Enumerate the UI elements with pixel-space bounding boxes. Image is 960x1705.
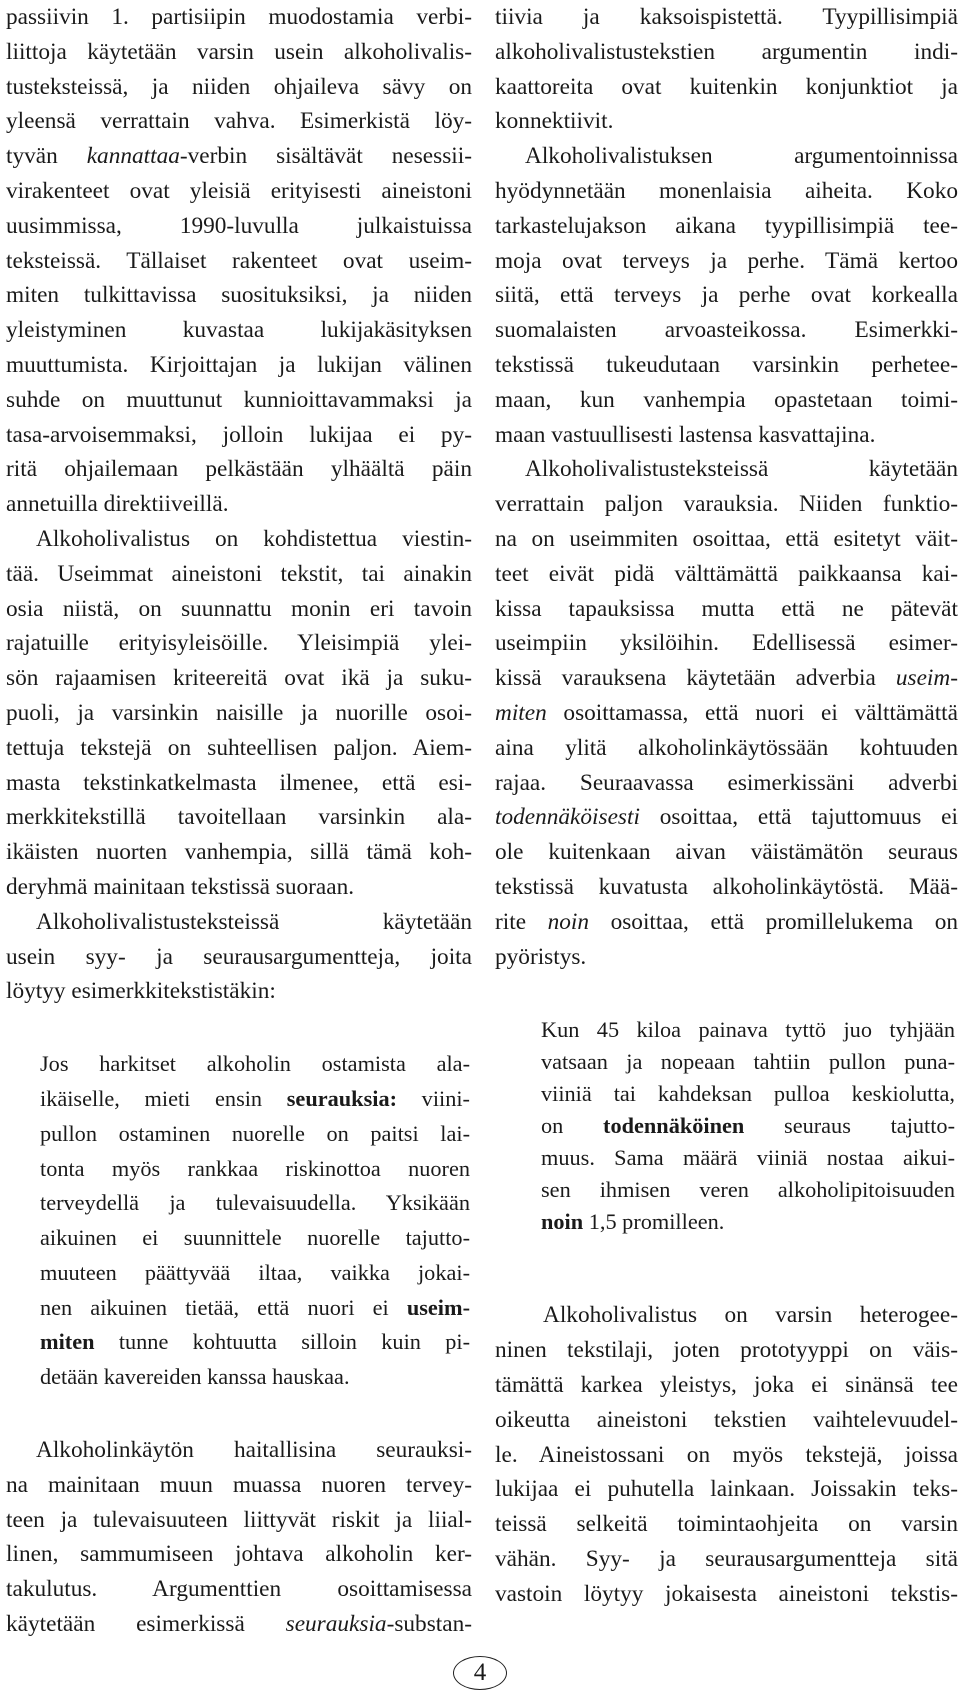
text-line: merkkitekstillä tavoitellaan varsinkin ala-: [6, 804, 472, 831]
text-line: useimpiin yksilöihin. Edellisessä esimer-: [495, 630, 958, 657]
text-line: vatsaan ja nopeaan tahtiin pullon puna-: [541, 1049, 955, 1075]
text-line: Alkoholivalistusteksteissä käytetään: [525, 456, 958, 483]
text-line: puoli, ja varsinkin naisille ja nuorille osoi-: [6, 699, 472, 726]
text-line: deryhmä mainitaan tekstissä suoraan.: [6, 873, 355, 900]
left-para-4: [6, 1433, 472, 1642]
text-line: suhde on muuttunut kunnioittavammaksi ja: [6, 386, 472, 413]
text-line: detään kavereiden kanssa hauskaa.: [40, 1364, 350, 1390]
text-line: siitä, että terveys ja perhe ovat korkealla: [495, 282, 958, 309]
text-line: tämättä karkea yleistys, joka ei sinänsä tee: [495, 1371, 958, 1398]
text-line: muus. Sama määrä viiniä nostaa aikui-: [541, 1145, 955, 1171]
text-line: noin 1,5 promilleen.: [541, 1209, 725, 1235]
text-line: muuttumista. Kirjoittajan ja lukijan välinen: [6, 351, 472, 378]
text-line: na on useimmiten osoittaa, että esitetyt väit-: [495, 525, 958, 552]
text-line: ole kuitenkaan aivan väistämätön seuraus: [495, 839, 958, 866]
text-line: Alkoholivalistus on kohdistettua viestin-: [36, 525, 472, 552]
text-line: miten tulkittavissa suosituksiksi, ja niiden: [6, 282, 472, 309]
left-para-2-cont: [6, 557, 472, 905]
text-line: ikäisten nuorten vanhempia, sillä tämä koh-: [6, 839, 472, 866]
text-line: maan vastuullisesti lastensa kasvattajina.: [495, 421, 876, 448]
text-line: passiivin 1. partisiipin muodostamia verbi-: [6, 4, 472, 30]
text-line: tyvän kannattaa-verbin sisältävät nesessii-: [6, 143, 472, 170]
text-line: tiivia ja kaksoispistettä. Tyypillisimpiä: [495, 4, 958, 30]
text-line: aikuinen ei suunnittele nuorelle tajutto-: [40, 1225, 470, 1251]
text-line: kissa tapauksissa mutta että ne pätevät: [495, 595, 958, 622]
left-example-block: [6, 1047, 472, 1395]
right-para-2: [495, 139, 958, 452]
right-para-3: [495, 452, 958, 974]
text-line: käytetään esimerkissä seurauksia-substan-: [6, 1611, 472, 1638]
text-line: Kun 45 kiloa painava tyttö juo tyhjään: [541, 1017, 955, 1043]
text-line: Alkoholivalistuksen argumentoinnissa: [525, 143, 958, 170]
text-line: kissä varauksena käytetään adverbia useim-: [495, 665, 958, 692]
text-line: nen aikuinen tietää, että nuori ei useim-: [40, 1294, 470, 1320]
text-line: pyöristys.: [495, 943, 587, 970]
text-line: teksteissä. Tällaiset rakenteet ovat useim-: [6, 247, 472, 274]
text-line: kaattoreita ovat kuitenkin konjunktiot ja: [495, 73, 958, 100]
text-line: rajatuille erityisyleisöille. Yleisimpiä ylei-: [6, 630, 472, 657]
text-line: tonta myös rankkaa riskinottoa nuoren: [40, 1155, 470, 1181]
text-line: tettuja tekstejä on suhteellisen paljon. Aiem-: [6, 734, 472, 761]
text-line: tekstissä kuvatusta alkoholinkäytöstä. Mää-: [495, 873, 958, 900]
text-line: osia niistä, on suunnattu monin eri tavoin: [6, 595, 472, 622]
text-line: löytyy esimerkkitekstistäkin:: [6, 978, 276, 1005]
text-line: liittoja käytetään varsin usein alkoholivalis-: [6, 38, 472, 65]
text-line: annetuilla direktiiveillä.: [6, 491, 229, 518]
left-para-1: [6, 0, 472, 522]
text-line: sön rajaamisen kriteereitä ovat ikä ja suku-: [6, 665, 472, 692]
text-line: muuteen päättyvää iltaa, vaikka jokai-: [40, 1259, 470, 1285]
text-line: ninen tekstilaji, joten prototyyppi on väis-: [495, 1337, 958, 1364]
text-line: tekstissä tukeudutaan varsinkin perhetee-: [495, 351, 958, 378]
text-line: lukijaa ei puhutella lainkaan. Joissakin teks-: [495, 1476, 958, 1503]
right-para-1: [495, 0, 958, 139]
text-line: hyödynnetään monenlaisia aiheita. Koko: [495, 177, 958, 204]
text-line: pullon ostaminen nuorelle on paitsi lai-: [40, 1120, 470, 1146]
text-line: aina ylitä alkoholinkäytössään kohtuuden: [495, 734, 958, 761]
page-footer: [0, 1656, 960, 1690]
text-line: sen ihmisen veren alkoholipitoisuuden: [541, 1177, 955, 1203]
text-line: teissä selkeitä toimintaohjeita on varsin: [495, 1511, 958, 1538]
text-line: teen ja tulevaisuuteen liittyvät riskit ja liial-: [6, 1506, 472, 1533]
text-line: usein syy- ja seurausargumentteja, joita: [6, 943, 472, 970]
text-line: alkoholivalistustekstien argumentin indi-: [495, 38, 958, 65]
text-line: teet eivät pidä välttämättä paikkaansa kai-: [495, 560, 958, 587]
text-line: rite noin osoittaa, että promillelukema on: [495, 908, 958, 935]
text-line: oikeutta aineistoni tekstien vaihtelevuudel-: [495, 1406, 958, 1433]
text-line: linen, sammumiseen johtava alkoholin ker-: [6, 1541, 472, 1568]
text-line: konnektiivit.: [495, 108, 614, 135]
text-line: tusteksteissä, ja niiden ohjaileva sävy on: [6, 73, 472, 100]
text-line: tasa-arvoisemmaksi, jolloin lukijaa ei py-: [6, 421, 472, 448]
text-line: terveydellä ja tulevaisuudella. Yksikään: [40, 1190, 470, 1216]
text-line: todennäköisesti osoittaa, että tajuttomuus ei: [495, 804, 958, 831]
text-line: le. Aineistossani on myös tekstejä, joissa: [495, 1441, 958, 1468]
text-line: Alkoholivalistusteksteissä käytetään: [36, 908, 472, 935]
text-line: vastoin löytyy jokaisesta aineistoni tekstis-: [495, 1580, 958, 1607]
text-line: virakenteet ovat yleisiä erityisesti aineistoni: [6, 177, 472, 204]
text-line: rajaa. Seuraavassa esimerkissäni adverbi: [495, 769, 958, 796]
text-line: miten osoittamassa, että nuori ei välttämättä: [495, 699, 958, 726]
left-column: [6, 0, 472, 1642]
page-number: 4: [453, 1656, 507, 1690]
text-line: ikäiselle, mieti ensin seurauksia: viini-: [40, 1085, 470, 1111]
text-line: Jos harkitset alkoholin ostamista ala-: [40, 1051, 470, 1077]
text-line: na mainitaan muun muassa nuoren tervey-: [6, 1471, 472, 1498]
left-para-2: [6, 522, 472, 557]
text-line: masta tekstinkatkelmasta ilmenee, että esi-: [6, 769, 472, 796]
text-line: Alkoholivalistus on varsin heterogee-: [543, 1302, 958, 1329]
text-line: ritä ohjailemaan pelkästään ylhäältä päin: [6, 456, 472, 483]
text-line: maan, kun vanhempia opastetaan toimi-: [495, 386, 958, 413]
text-line: suomalaisten arvoasteikossa. Esimerkki-: [495, 317, 958, 344]
text-line: yleistyminen kuvastaa lukijakäsityksen: [6, 317, 472, 344]
text-line: tarkastelujakson aikana tyypillisimpiä tee-: [495, 212, 958, 239]
text-line: verrattain paljon varauksia. Niiden funktio-: [495, 491, 958, 518]
text-line: uusimmissa, 1990-luvulla julkaistuissa: [6, 212, 472, 239]
right-column: [495, 0, 958, 1611]
left-para-3: [6, 905, 472, 1009]
text-line: vähän. Syy- ja seurausargumentteja sitä: [495, 1545, 958, 1572]
text-line: moja ovat terveys ja perhe. Tämä kertoo: [495, 247, 958, 274]
text-line: miten tunne kohtuutta silloin kuin pi-: [40, 1329, 470, 1355]
text-line: yleensä verrattain vahva. Esimerkistä löy-: [6, 108, 472, 135]
text-line: takulutus. Argumenttien osoittamisessa: [6, 1576, 472, 1603]
text-line: Alkoholinkäytön haitallisina seurauksi-: [36, 1437, 472, 1464]
text-line: tää. Useimmat aineistoni tekstit, tai ainakin: [6, 560, 472, 587]
right-para-4: [495, 1298, 958, 1611]
text-line: on todennäköinen seuraus tajutto-: [541, 1113, 956, 1139]
right-example-block: [495, 1014, 958, 1238]
text-line: viiniä tai kahdeksan pulloa keskiolutta,: [541, 1081, 955, 1107]
